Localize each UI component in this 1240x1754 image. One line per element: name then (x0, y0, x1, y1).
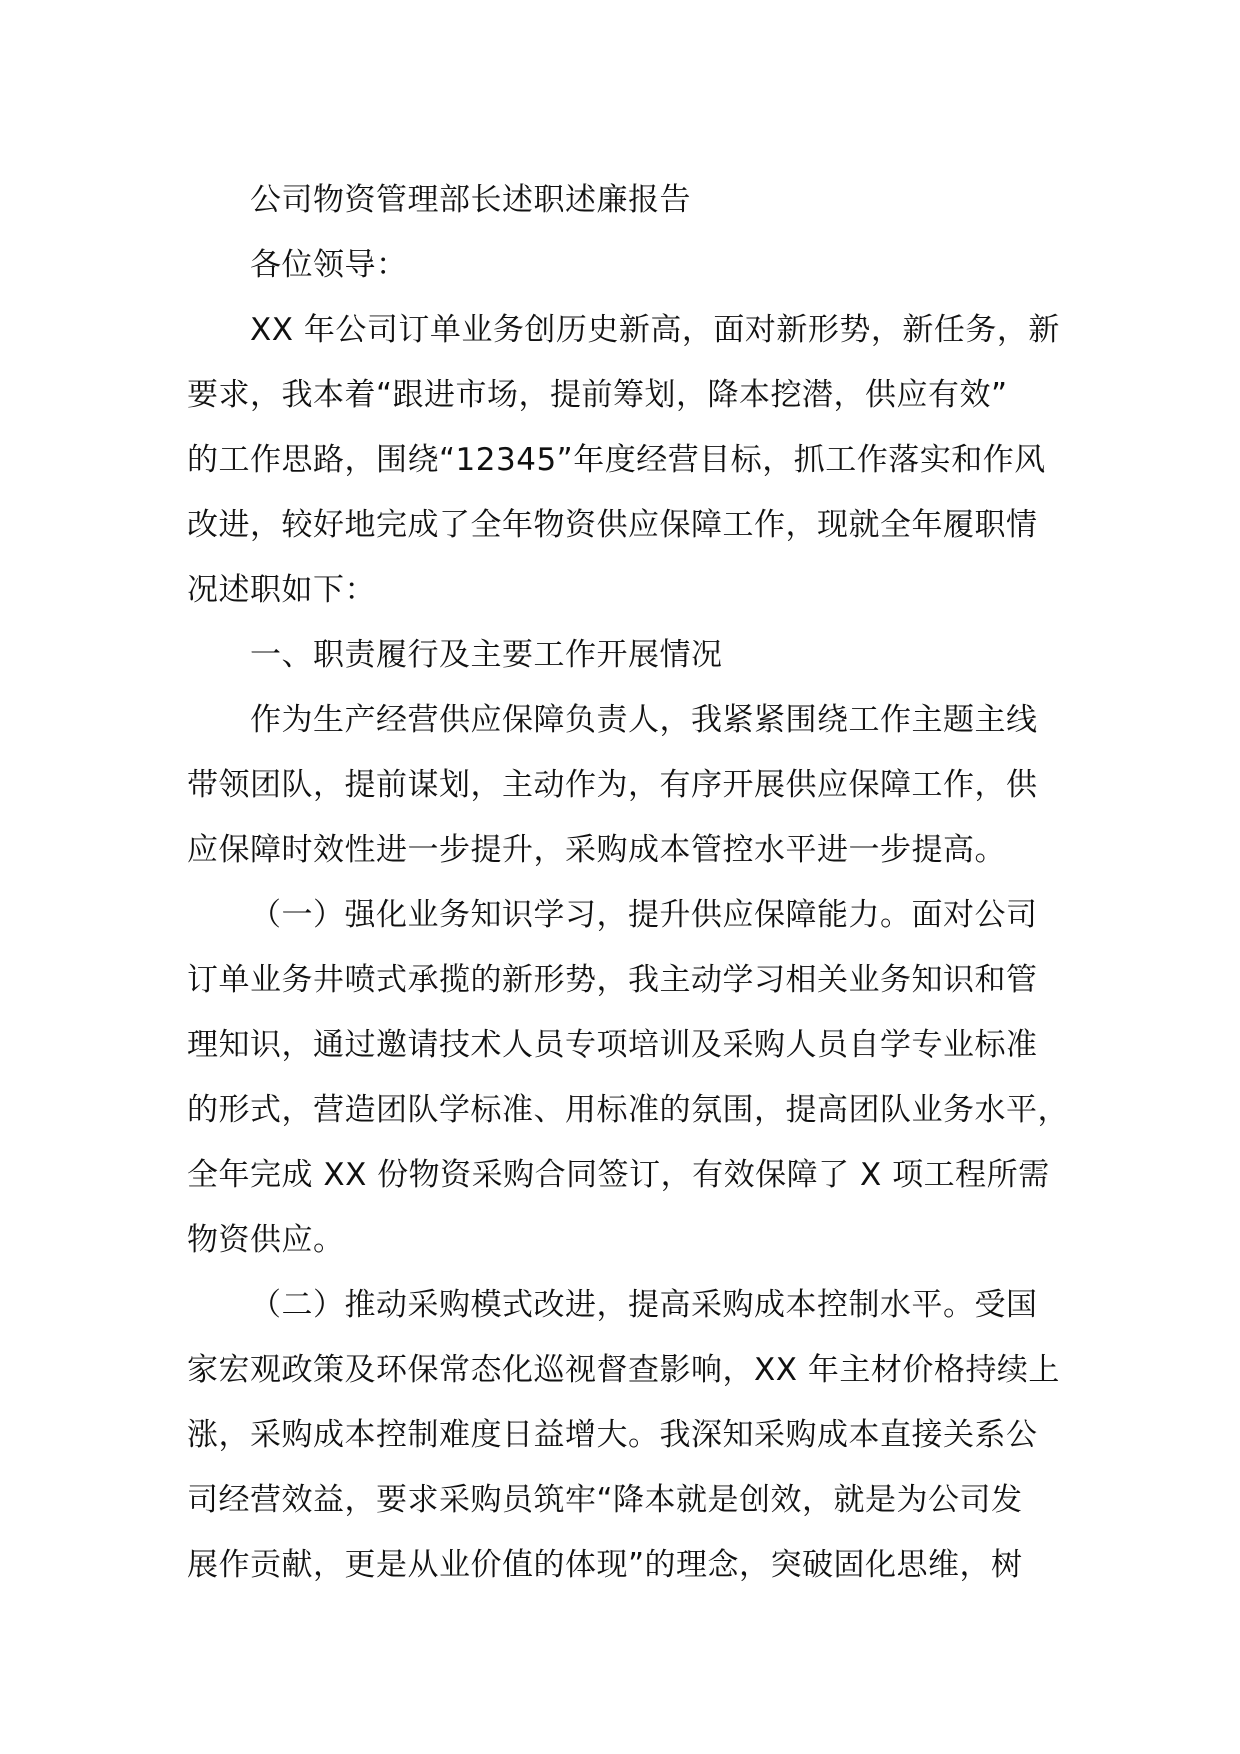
body-line: 要求，我本着“跟进市场，提前筹划，降本挖潜，供应有效” (187, 377, 1008, 413)
body-line: 带领团队，提前谋划，主动作为，有序开展供应保障工作，供 (187, 767, 1038, 803)
body-line: 的工作思路，围绕“12345”年度经营目标，抓工作落实和作风 (187, 442, 1046, 478)
body-line: （二）推动采购模式改进，提高采购成本控制水平。受国 (250, 1287, 1038, 1323)
body-line: 应保障时效性进一步提升，采购成本管控水平进一步提高。 (187, 832, 1006, 868)
body-line: 物资供应。 (187, 1222, 345, 1258)
body-line: 家宏观政策及环保常态化巡视督查影响，XX 年主材价格持续上 (187, 1352, 1060, 1388)
body-line: 全年完成 XX 份物资采购合同签订，有效保障了 X 项工程所需 (187, 1157, 1050, 1193)
document-title: 公司物资管理部长述职述廉报告 (250, 182, 691, 218)
body-line: 况述职如下： (187, 572, 376, 608)
body-line: 展作贡献，更是从业价值的体现”的理念，突破固化思维，树 (187, 1547, 1023, 1583)
body-line: （一）强化业务知识学习，提升供应保障能力。面对公司 (250, 897, 1038, 933)
salutation: 各位领导： (250, 247, 408, 283)
body-lines (187, 298, 1069, 1598)
body-line: 涨，采购成本控制难度日益增大。我深知采购成本直接关系公 (187, 1417, 1038, 1453)
body-line: 订单业务井喷式承揽的新形势，我主动学习相关业务知识和管 (187, 962, 1038, 998)
document-body (187, 168, 1069, 1598)
body-line: 司经营效益，要求采购员筑牢“降本就是创效，就是为公司发 (187, 1482, 1023, 1518)
body-line: 理知识，通过邀请技术人员专项培训及采购人员自学专业标准 (187, 1027, 1038, 1063)
body-line: 改进，较好地完成了全年物资供应保障工作，现就全年履职情 (187, 507, 1038, 543)
body-line: 一、职责履行及主要工作开展情况 (250, 637, 723, 673)
body-line: XX 年公司订单业务创历史新高，面对新形势，新任务，新 (250, 312, 1060, 348)
body-line: 的形式，营造团队学标准、用标准的氛围，提高团队业务水平， (187, 1092, 1069, 1128)
body-line: 作为生产经营供应保障负责人，我紧紧围绕工作主题主线 (250, 702, 1038, 738)
